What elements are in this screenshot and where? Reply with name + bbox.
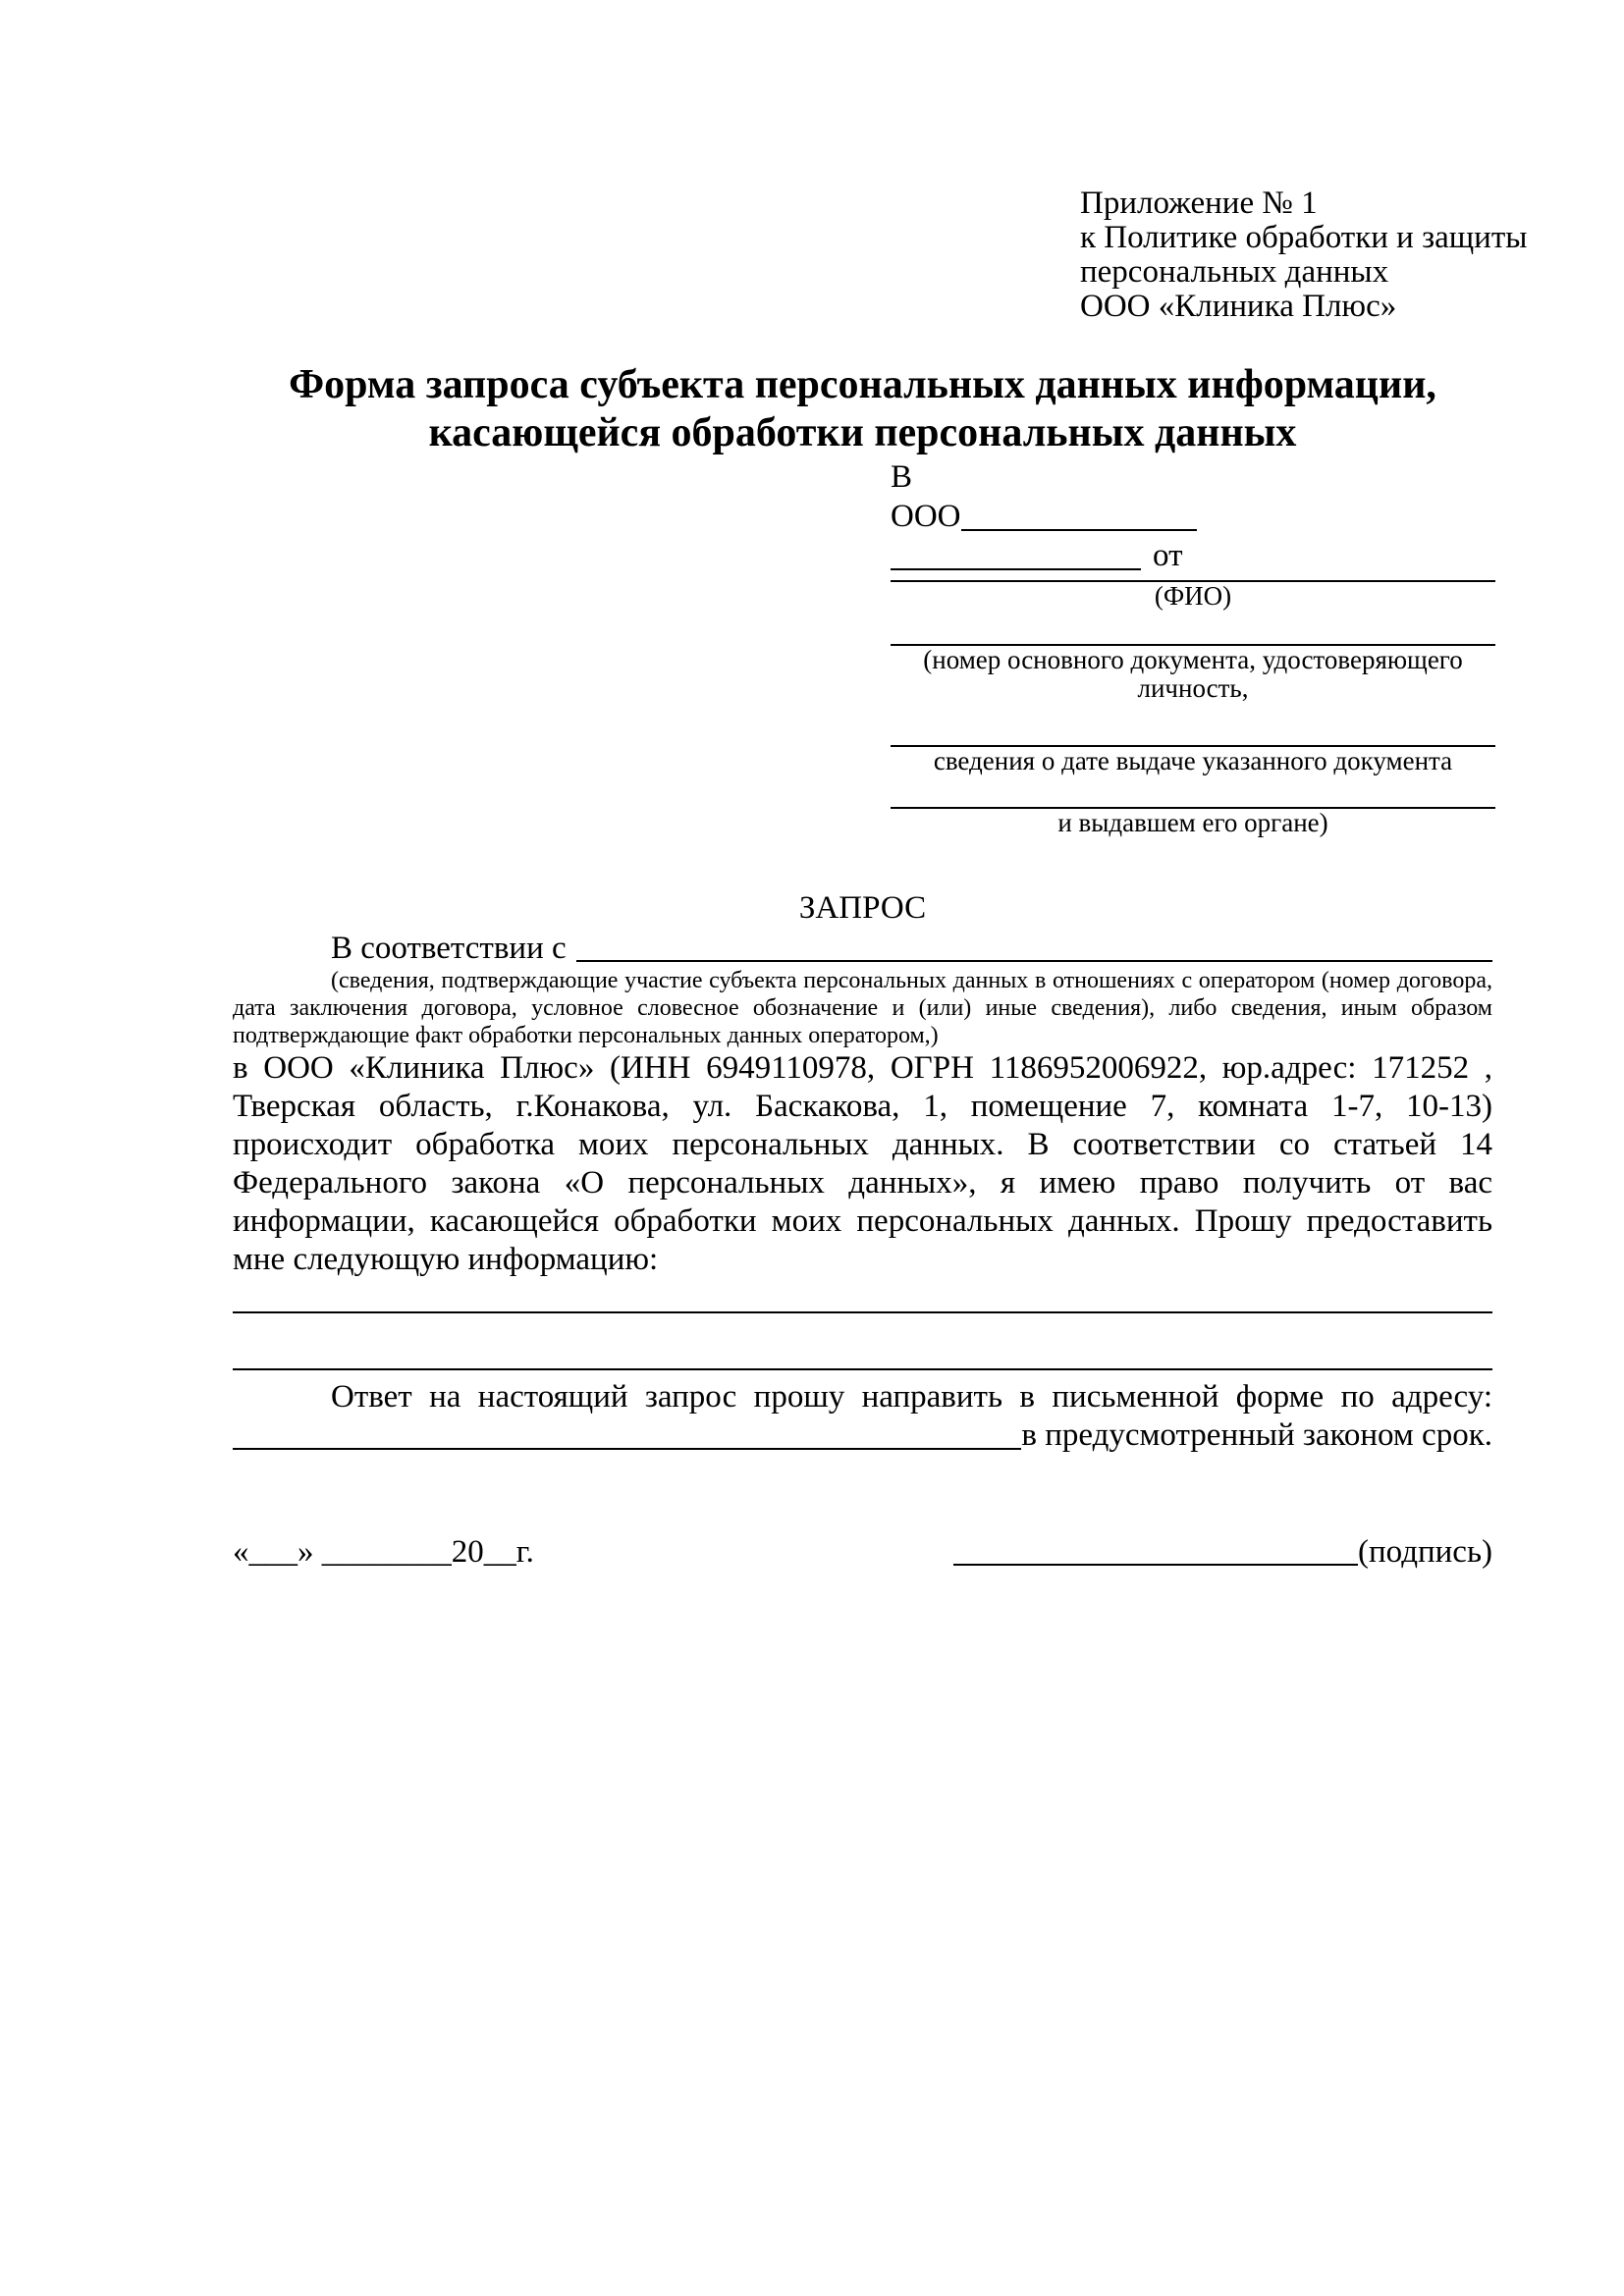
date-field[interactable]: «___» ________20__г. <box>233 1534 534 1570</box>
addressee-from-row <box>891 536 1495 575</box>
page-title-line: касающейся обработки персональных данных <box>428 410 1297 455</box>
addressee-org-row <box>891 497 1495 536</box>
document-number-caption: (номер основного документа, удостоверяющего личность, <box>923 645 1463 703</box>
basis-label: В соответствии с <box>331 931 567 966</box>
issuing-authority-blank-field[interactable] <box>891 775 1495 809</box>
request-heading: ЗАПРОС <box>798 890 927 926</box>
document-number-blank-field[interactable] <box>891 611 1495 646</box>
page-title-line: Форма запроса субъекта персональных данных информации, <box>289 362 1436 407</box>
addressee-to-row <box>891 457 1495 497</box>
fio-caption: (ФИО) <box>1154 581 1232 611</box>
basis-row <box>233 930 1492 967</box>
org-name-blank-field[interactable] <box>961 529 1197 531</box>
page-title <box>233 361 1492 457</box>
appendix-note-line: персональных данных <box>1080 254 1389 290</box>
issuing-authority-caption: и выдавшем его органе) <box>1057 808 1328 837</box>
from-blank-field[interactable] <box>891 568 1141 570</box>
addressee-block <box>891 457 1495 837</box>
requested-info-blank-field-1[interactable] <box>233 1311 1492 1313</box>
issue-date-blank-field[interactable] <box>891 703 1495 747</box>
issue-date-caption: сведения о дате выдаче указанного документа <box>933 746 1453 775</box>
requested-info-blank-field-2[interactable] <box>233 1368 1492 1370</box>
date-signature-row <box>233 1533 1492 1571</box>
signature-blank-field[interactable] <box>953 1564 1358 1566</box>
appendix-note-line: к Политике обработки и защиты <box>1080 220 1528 255</box>
signature-caption: (подпись) <box>1358 1534 1492 1570</box>
request-body-paragraph: в ООО «Клиника Плюс» (ИНН 6949110978, ОГРН 1186952006922, юр.адрес: 171252 , Тверская область, г.Конакова, ул. Баскакова, 1, помещение 7, комната 1-7, 10-13) происходит обработка моих персональных данных. В соответствии со статьей 14 Федерального закона «О персональных данных», я имею право получить от вас информации, касающейся обработки моих персональных данных. Прошу предоставить мне следующую информацию: <box>233 1050 1492 1277</box>
reply-sentence: Ответ на настоящий запрос прошу направить в письменной форме по адресу: <box>331 1379 1492 1415</box>
basis-blank-field[interactable] <box>576 960 1492 962</box>
reply-address-row <box>233 1416 1492 1455</box>
appendix-note-line: ООО «Клиника Плюс» <box>1080 289 1397 324</box>
reply-address-blank-field[interactable] <box>233 1448 1021 1450</box>
to-label: В <box>891 459 913 495</box>
reply-tail-text: в предусмотренный законом срок. <box>1021 1417 1492 1453</box>
org-label: ООО <box>891 499 961 534</box>
appendix-note <box>1080 186 1528 324</box>
appendix-note-line: Приложение № 1 <box>1080 186 1318 221</box>
basis-footnote: (сведения, подтверждающие участие субъекта персональных данных в отношениях с оператором (номер договора, дата заключения договора, условное словесное обозначение и (или) иные сведения), либо сведения, иным образом подтверждающие факт обработки персональных данных оператором,) <box>233 968 1492 1048</box>
signature-group <box>953 1533 1492 1571</box>
from-label: от <box>1153 538 1183 573</box>
